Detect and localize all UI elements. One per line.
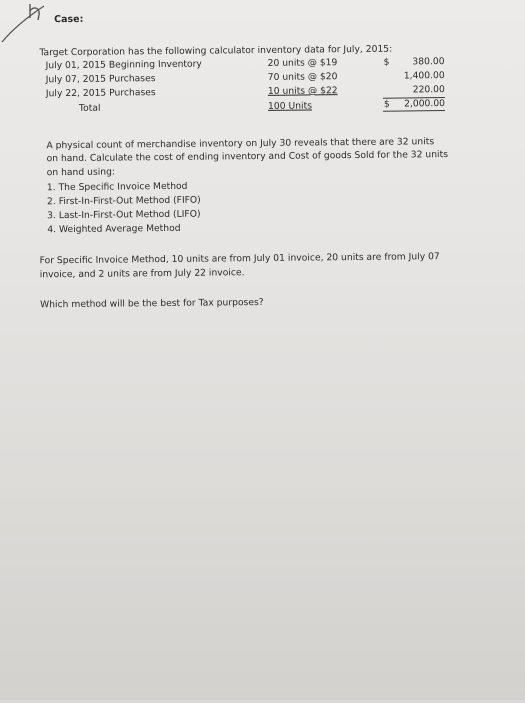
- total-units: 100 Units: [267, 100, 313, 112]
- total-amount: 2,000.00: [404, 98, 446, 110]
- row-currency: $: [383, 56, 390, 68]
- row-description: July 01, 2015 Beginning Inventory: [45, 58, 202, 72]
- specific-note-line: invoice, and 2 units are from July 22 invoice.: [39, 267, 245, 281]
- row-units: 20 units @ $19: [267, 57, 338, 69]
- total-currency: $: [383, 98, 390, 110]
- method-item: 3. Last-In-First-Out Method (LIFO): [47, 208, 201, 222]
- method-item: 2. First-In-First-Out Method (FIFO): [46, 194, 201, 208]
- row-amount: 380.00: [412, 56, 445, 68]
- row-amount: 1,400.00: [403, 70, 445, 82]
- method-item: 1. The Specific Invoice Method: [46, 180, 188, 194]
- row-units: 10 units @ $22: [267, 85, 338, 97]
- question-line: A physical count of merchandise inventory on July 30 reveals that there are 32 units: [46, 136, 435, 152]
- specific-note-line: For Specific Invoice Method, 10 units are from July 01 invoice, 20 units are from July 07: [39, 251, 440, 267]
- case-heading: Case:: [54, 13, 84, 26]
- row-units: 70 units @ $20: [267, 71, 338, 83]
- question-line: on hand. Calculate the cost of ending inventory and Cost of goods Sold for the 32 units: [46, 149, 449, 165]
- row-description: July 22, 2015 Purchases: [45, 87, 156, 100]
- method-item: 4. Weighted Average Method: [47, 222, 181, 236]
- tax-question: Which method will be the best for Tax purposes?: [40, 296, 264, 311]
- total-underline: [383, 110, 445, 112]
- row-description: July 07, 2015 Purchases: [45, 73, 156, 86]
- row-amount: 220.00: [412, 84, 445, 96]
- intro-text: Target Corporation has the following calculator inventory data for July, 2015:: [39, 43, 393, 59]
- total-label: Total: [78, 102, 101, 114]
- question-line: on hand using:: [46, 166, 116, 179]
